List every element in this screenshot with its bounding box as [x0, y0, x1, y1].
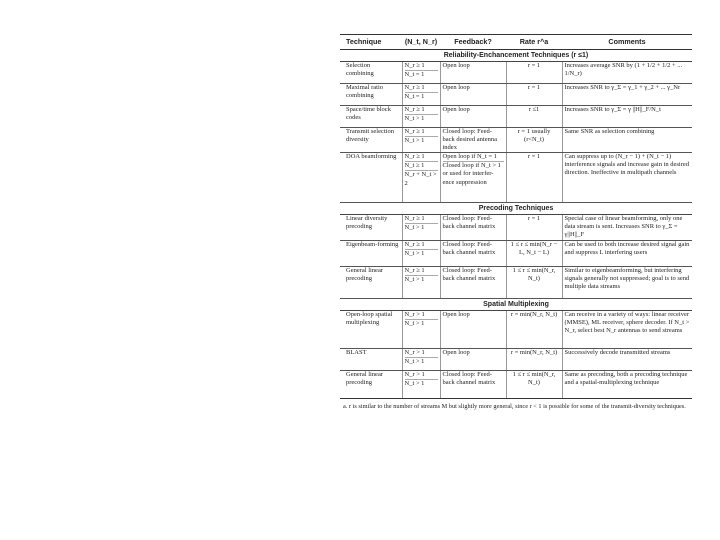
antenna-config-line: N_t > 1 — [404, 137, 425, 145]
feedback-line: Open loop — [442, 349, 470, 357]
table-row — [340, 371, 692, 399]
cell-comments: Increases average SNR by (1 + 1/2 + 1/2 + ... 1/N_r) — [562, 62, 692, 84]
header-nn: (N_t, N_r) — [402, 35, 440, 50]
section-title: Reliability-Enchancement Techniques (r ≤1) — [340, 50, 692, 62]
cell-feedback — [440, 62, 506, 84]
cell-antenna-config — [402, 153, 440, 203]
cell-comments: Can be used to both increase desired signal gain and suppress L interfering users — [562, 241, 692, 267]
cell-technique: BLAST — [340, 349, 402, 371]
header-technique: Technique — [340, 35, 402, 50]
cell-comments: Increases SNR to γ_Σ = γ ||H||_F/N_t — [562, 106, 692, 128]
cell-feedback — [440, 349, 506, 371]
table-row — [340, 311, 692, 349]
cell-rate: r = 1 — [506, 84, 562, 106]
cell-comments: Similar to eigenbeamforming, but interfering signals generally not suppressed; goal is to send multiple data streams — [562, 267, 692, 299]
cell-rate: r = 1 usually (r<N_t) — [506, 128, 562, 153]
table-row — [340, 128, 692, 153]
cell-technique: General linear precoding — [340, 371, 402, 399]
antenna-config-line: N_r ≥ 1 — [405, 106, 438, 115]
antenna-config-line: N_t > 1 — [404, 224, 425, 232]
cell-antenna-config — [402, 62, 440, 84]
cell-rate: 1 ≤ r ≤ min(N_r, N_t) — [506, 267, 562, 299]
section-title: Spatial Multiplexing — [340, 299, 692, 311]
cell-comments: Special case of linear beamforming, only one data stream is sent. Increases SNR to γ_Σ = γ||H||_F — [562, 215, 692, 241]
feedback-line: Open loop — [442, 106, 470, 113]
feedback-line: Closed loop if N_t > 1 or used for interfer-ence suppression — [442, 162, 501, 186]
section-title: Precoding Techniques — [340, 203, 692, 215]
antenna-config-line: N_r + N_t > 2 — [404, 171, 437, 187]
feedback-line: Closed loop: Feed-back channel matrix — [442, 215, 496, 231]
feedback-line: Open loop — [442, 84, 470, 91]
antenna-config-line: N_t ≥ 1 — [405, 162, 438, 171]
cell-technique: Space/time block codes — [340, 106, 402, 128]
antenna-config-line: N_t > 1 — [404, 250, 425, 258]
table-body — [340, 50, 692, 399]
antenna-config-line: N_r ≥ 1 — [405, 153, 438, 162]
cell-antenna-config — [402, 84, 440, 106]
cell-feedback — [440, 84, 506, 106]
cell-comments: Same as precoding, both a precoding technique and a spatial-multiplexing technique — [562, 371, 692, 399]
cell-antenna-config — [402, 267, 440, 299]
cell-comments: Can suppress up to (N_r − 1) + (N_t − 1) interference signals and increase gain in desired direction. Ineffective in multipath channels — [562, 153, 692, 203]
cell-comments: Same SNR as selection combining — [562, 128, 692, 153]
feedback-line: Open loop — [442, 311, 470, 319]
cell-feedback — [440, 267, 506, 299]
cell-rate: r = min(N_r, N_t) — [506, 349, 562, 371]
cell-feedback — [440, 128, 506, 153]
cell-feedback — [440, 106, 506, 128]
cell-antenna-config — [402, 371, 440, 399]
cell-feedback — [440, 241, 506, 267]
feedback-line: Closed loop: Feed-back channel matrix — [442, 267, 496, 283]
cell-technique: DOA beamforming — [340, 153, 402, 203]
section-header-row — [340, 50, 692, 62]
cell-comments: Increases SNR to γ_Σ = γ_1 + γ_2 + ... γ_Nr — [562, 84, 692, 106]
header-feedback: Feedback? — [440, 35, 506, 50]
antenna-config-line: N_t > 1 — [404, 276, 425, 284]
header-comments: Comments — [562, 35, 692, 50]
cell-antenna-config — [402, 311, 440, 349]
cell-technique: Open-loop spatial multiplexing — [340, 311, 402, 349]
cell-technique: General linear precoding — [340, 267, 402, 299]
feedback-line: Open loop if N_t = 1 — [443, 153, 504, 162]
antenna-config-line: N_r ≥ 1 — [405, 62, 438, 71]
technique-table-container — [340, 34, 692, 411]
antenna-config-line: N_t = 1 — [404, 71, 425, 79]
antenna-config-line: N_r > 1 — [405, 371, 438, 380]
table-row — [340, 241, 692, 267]
table-row — [340, 215, 692, 241]
cell-antenna-config — [402, 215, 440, 241]
antenna-config-line: N_r ≥ 1 — [405, 84, 438, 93]
cell-technique: Linear diversity precoding — [340, 215, 402, 241]
cell-rate: 1 ≤ r ≤ min(N_r, N_t) — [506, 371, 562, 399]
antenna-config-line: N_r ≥ 1 — [405, 215, 438, 224]
cell-rate: r = 1 — [506, 62, 562, 84]
cell-antenna-config — [402, 241, 440, 267]
antenna-config-line: N_r > 1 — [405, 311, 438, 320]
cell-technique: Transmit selection diversity — [340, 128, 402, 153]
antenna-config-line: N_t > 1 — [404, 380, 425, 388]
cell-feedback — [440, 371, 506, 399]
antenna-config-line: N_t > 1 — [404, 358, 425, 366]
table-header-row — [340, 35, 692, 50]
cell-antenna-config — [402, 349, 440, 371]
antenna-config-line: N_t > 1 — [404, 320, 425, 328]
cell-rate: r = 1 — [506, 153, 562, 203]
feedback-line: Open loop — [442, 62, 470, 69]
cell-technique: Selection combining — [340, 62, 402, 84]
table-row — [340, 267, 692, 299]
section-header-row — [340, 203, 692, 215]
cell-feedback — [440, 215, 506, 241]
cell-rate: r = 1 — [506, 215, 562, 241]
cell-rate: r ≤1 — [506, 106, 562, 128]
antenna-config-line: N_r ≥ 1 — [405, 128, 438, 137]
table-row — [340, 349, 692, 371]
table-footnote: a. r is similar to the number of streams M but slightly more general, since r < 1 is possible for some of the transmit-diversity techniques. — [343, 403, 686, 411]
feedback-line: Closed loop: Feed-back channel matrix — [442, 241, 496, 257]
table-row — [340, 153, 692, 203]
cell-antenna-config — [402, 106, 440, 128]
cell-comments: Successively decode transmitted streams — [562, 349, 692, 371]
cell-comments: Can receive in a variety of ways: linear receiver (MMSE), ML receiver, sphere decoder. If N_t > N_r, select best N_r antennas to send streams — [562, 311, 692, 349]
table-row — [340, 62, 692, 84]
cell-rate: r = min(N_r, N_t) — [506, 311, 562, 349]
feedback-line: Closed loop: Feed-back desired antenna index — [442, 128, 498, 152]
mimo-techniques-table — [340, 34, 692, 399]
feedback-line: Closed loop: Feed-back channel matrix — [442, 371, 496, 387]
antenna-config-line: N_t > 1 — [404, 115, 425, 123]
table-row — [340, 106, 692, 128]
antenna-config-line: N_r ≥ 1 — [405, 241, 438, 250]
antenna-config-line: N_t = 1 — [404, 93, 425, 101]
antenna-config-line: N_r > 1 — [405, 349, 438, 358]
cell-antenna-config — [402, 128, 440, 153]
cell-rate: 1 ≤ r ≤ min(N_r − L, N_t − L) — [506, 241, 562, 267]
antenna-config-line: N_r ≥ 1 — [405, 267, 438, 276]
cell-technique: Eigenbeam-forming — [340, 241, 402, 267]
cell-feedback — [440, 311, 506, 349]
cell-technique: Maximal ratio combining — [340, 84, 402, 106]
header-rate: Rate r^a — [506, 35, 562, 50]
table-row — [340, 84, 692, 106]
section-header-row — [340, 299, 692, 311]
cell-feedback — [440, 153, 506, 203]
